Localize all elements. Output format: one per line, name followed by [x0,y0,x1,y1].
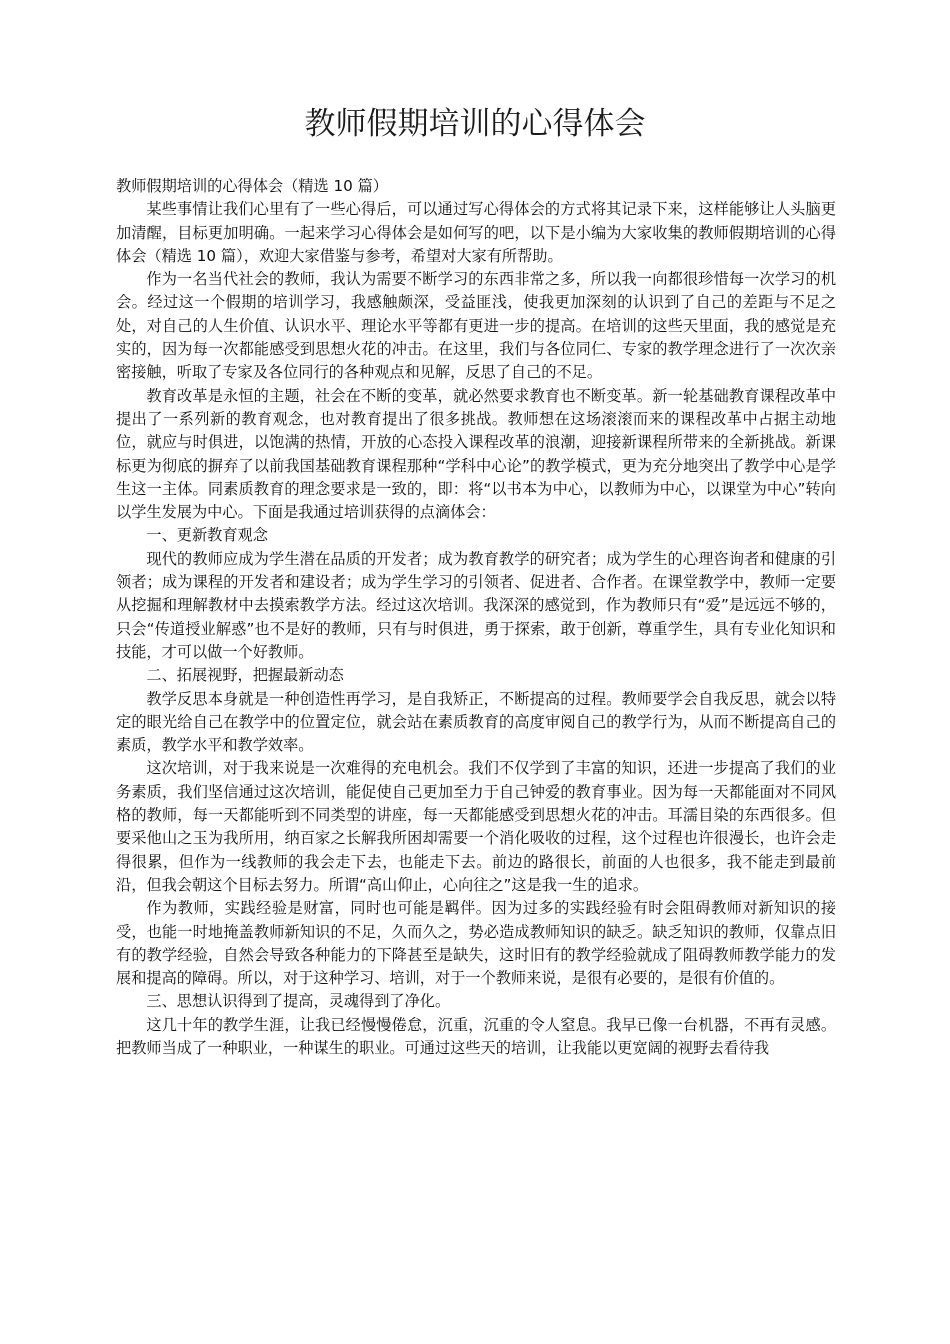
document-subtitle: 教师假期培训的心得体会（精选 10 篇） [116,177,388,195]
paragraph: 教学反思本身就是一种创造性再学习，是自我矫正，不断提高的过程。教师要学会自我反思，就会以特定的眼光给自己在教学中的位置定位，就会站在素质教育的高度审阅自己的教学行为，从而不断提高自己的素质，教学水平和教学效率。 [116,689,836,755]
paragraph: 这几十年的教学生涯，让我已经慢慢倦怠，沉重，沉重的令人窒息。我早已像一台机器，不再有灵感。把教师当成了一种职业，一种谋生的职业。可通过这些天的培训，让我能以更宽阔的视野去看待我 [116,1015,836,1057]
section-heading: 二、拓展视野，把握最新动态 [146,666,344,685]
section-heading: 三、思想认识得到了提高，灵魂得到了净化。 [146,992,451,1011]
document-body [116,175,836,1060]
document-title: 教师假期培训的心得体会 [304,106,646,142]
section-heading: 一、更新教育观念 [146,526,268,545]
paragraph-intro: 某些事情让我们心里有了一些心得后，可以通过写心得体会的方式将其记录下来，这样能够让人头脑更加清醒，目标更加明确。一起来学习心得体会是如何写的吧，以下是小编为大家收集的教师假期培训的心得体会（精选 10 篇），欢迎大家借鉴与参考，希望对大家有所帮助。 [116,200,836,265]
paragraph: 作为教师，实践经验是财富，同时也可能是羁伴。因为过多的实践经验有时会阻碍教师对新知识的接受，也能一时地掩盖教师新知识的不足，久而久之，势必造成教师知识的缺乏。缺乏知识的教师，仅靠点旧有的教学经验，自然会导致各种能力的下降甚至是缺失，这时旧有的教学经验就成了阻碍教师教学能力的发展和提高的障碍。所以，对于这种学习、培训，对于一个教师来说，是很有必要的，是很有价值的。 [116,899,836,988]
paragraph: 教育改革是永恒的主题，社会在不断的变革，就必然要求教育也不断变革。新一轮基础教育课程改革中提出了一系列新的教育观念，也对教育提出了很多挑战。教师想在这场滚滚而来的课程改革中占据主动地位，就应与时俱进，以饱满的热情，开放的心态投入课程改革的浪潮，迎接新课程所带来的全新挑战。新课标更为彻底的摒弃了以前我国基础教育课程那种“学科中心论”的教学模式，更为充分地突出了教学中心是学生这一主体。同素质教育的理念要求是一致的，即：将“以书本为中心，以教师为中心，以课堂为中心”转向以学生发展为中心。下面是我通过培训获得的点滴体会： [116,386,836,522]
paragraph: 这次培训，对于我来说是一次难得的充电机会。我们不仅学到了丰富的知识，还进一步提高了我们的业务素质，我们坚信通过这次培训，能促使自己更加至力于自己钟爱的教育事业。因为每一天都能面对不同风格的教师，每一天都能听到不同类型的讲座，每一天都能感受到思想火花的冲击。耳濡目染的东西很多。但要采他山之玉为我所用，纳百家之长解我所困却需要一个消化吸收的过程，这个过程也许很漫长，也许会走得很累，但作为一线教师的我会走下去，也能走下去。前边的路很长，前面的人也很多，我不能走到最前沿，但我会朝这个目标去努力。所谓“高山仰止，心向往之”这是我一生的追求。 [116,759,836,894]
paragraph: 现代的教师应成为学生潜在品质的开发者；成为教育教学的研究者；成为学生的心理咨询者和健康的引领者；成为课程的开发者和建设者；成为学生学习的引领者、促进者、合作者。在课堂教学中，教师一定要从挖掘和理解教材中去摸索教学方法。经过这次培训。我深深的感觉到，作为教师只有“爱”是远远不够的，只会“传道授业解惑”也不是好的教师，只有与时俱进，勇于探索，敢于创新，尊重学生，具有专业化知识和技能，才可以做一个好教师。 [116,549,836,661]
paragraph: 作为一名当代社会的教师，我认为需要不断学习的东西非常之多，所以我一向都很珍惜每一次学习的机会。经过这一个假期的培训学习，我感触颇深，受益匪浅，使我更加深刻的认识到了自己的差距与不足之处，对自己的人生价值、认识水平、理论水平等都有更进一步的提高。在培训的这些天里面，我的感觉是充实的，因为每一次都能感受到思想火花的冲击。在这里，我们与各位同仁、专家的教学理念进行了一次次亲密接触，听取了专家及各位同行的各种观点和见解，反思了自己的不足。 [116,270,836,382]
